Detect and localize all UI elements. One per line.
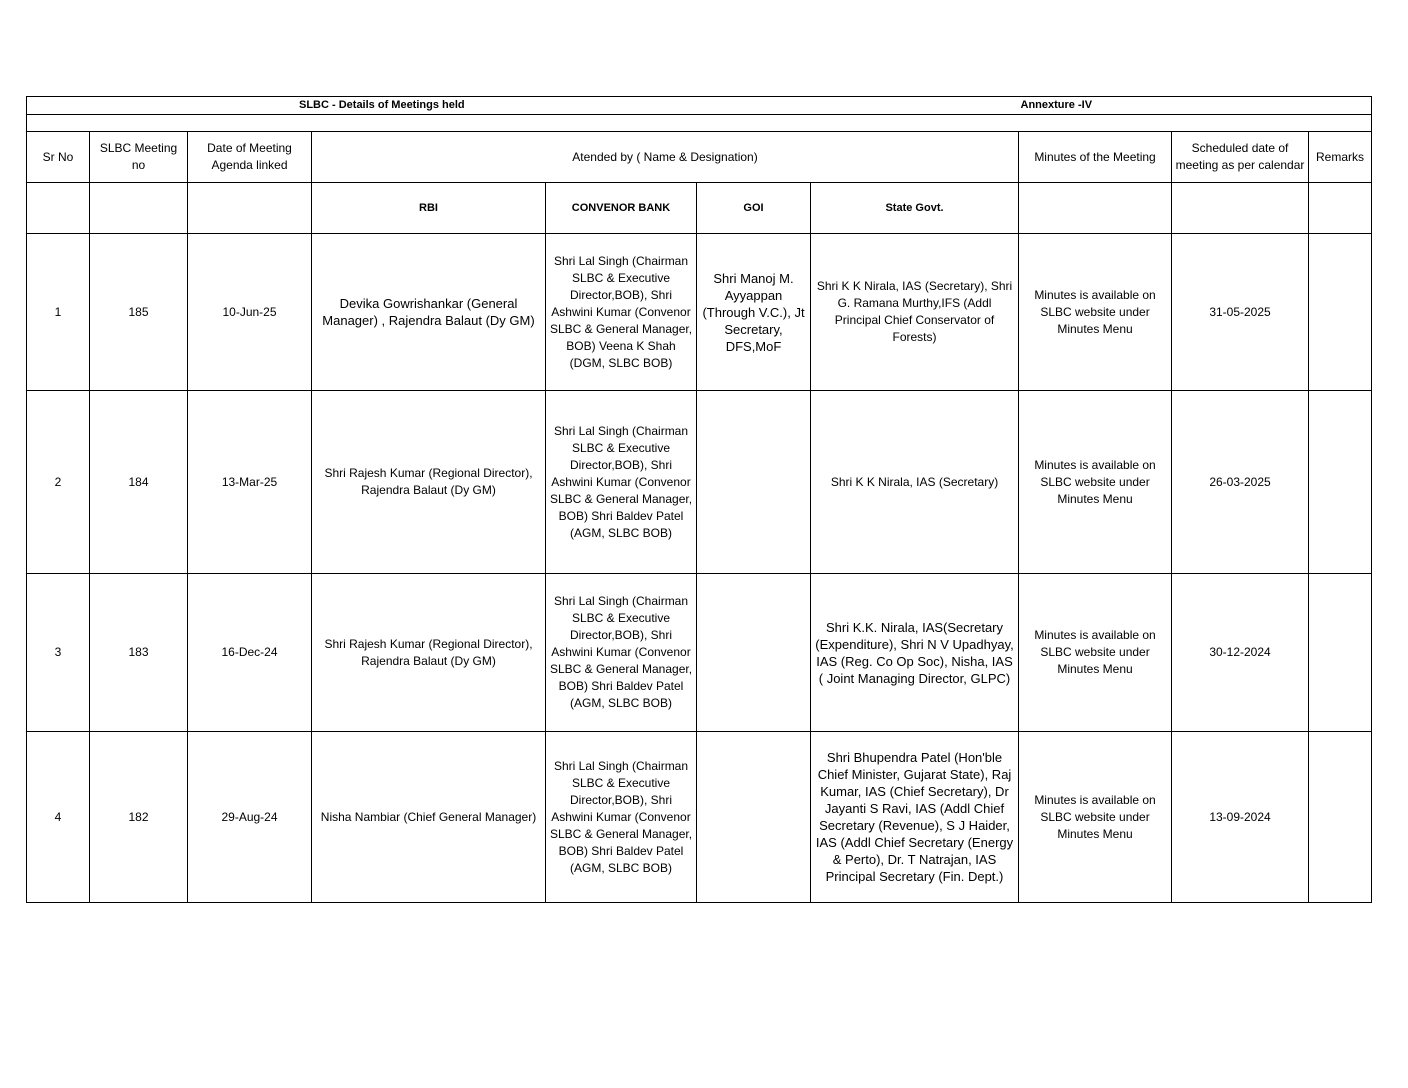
header-minutes: Minutes of the Meeting (1019, 132, 1172, 183)
subheader-empty (1309, 183, 1372, 234)
cell-rbi: Nisha Nambiar (Chief General Manager) (312, 732, 546, 903)
cell-minutes: Minutes is available on SLBC website under Minutes Menu (1019, 391, 1172, 574)
cell-scheduled: 13-09-2024 (1172, 732, 1309, 903)
subheader-empty (1172, 183, 1309, 234)
subheader-convenor: CONVENOR BANK (546, 183, 697, 234)
cell-goi (697, 732, 811, 903)
cell-scheduled: 26-03-2025 (1172, 391, 1309, 574)
table-row (27, 391, 1372, 574)
cell-remarks (1309, 234, 1372, 391)
cell-date: 10-Jun-25 (188, 234, 312, 391)
subheader-goi: GOI (697, 183, 811, 234)
cell-convenor: Shri Lal Singh (Chairman SLBC & Executive Director,BOB), Shri Ashwini Kumar (Convenor SLBC & General Manager, BOB) Veena K Shah (DGM, SLBC BOB) (546, 234, 697, 391)
subheader-rbi: RBI (312, 183, 546, 234)
cell-remarks (1309, 391, 1372, 574)
cell-sr: 2 (27, 391, 90, 574)
cell-meeting-no: 182 (90, 732, 188, 903)
cell-minutes: Minutes is available on SLBC website under Minutes Menu (1019, 732, 1172, 903)
cell-convenor: Shri Lal Singh (Chairman SLBC & Executive Director,BOB), Shri Ashwini Kumar (Convenor SLBC & General Manager, BOB) Shri Baldev Patel (AGM, SLBC BOB) (546, 391, 697, 574)
title-row (27, 97, 1372, 115)
meetings-table (26, 96, 1372, 903)
header-sr-no: Sr No (27, 132, 90, 183)
cell-rbi: Shri Rajesh Kumar (Regional Director), Rajendra Balaut (Dy GM) (312, 574, 546, 732)
header-scheduled: Scheduled date of meeting as per calendar (1172, 132, 1309, 183)
cell-meeting-no: 183 (90, 574, 188, 732)
header-attended-by: Atended by ( Name & Designation) (312, 132, 1019, 183)
annexure-label: Annexture -IV (1019, 97, 1372, 115)
cell-date: 29-Aug-24 (188, 732, 312, 903)
cell-goi: Shri Manoj M. Ayyappan (Through V.C.), Jt Secretary, DFS,MoF (697, 234, 811, 391)
cell-convenor: Shri Lal Singh (Chairman SLBC & Executive Director,BOB), Shri Ashwini Kumar (Convenor SLBC & General Manager, BOB) Shri Baldev Patel (AGM, SLBC BOB) (546, 574, 697, 732)
cell-remarks (1309, 732, 1372, 903)
blank-row (27, 115, 1372, 132)
header-remarks: Remarks (1309, 132, 1372, 183)
table-row (27, 732, 1372, 903)
cell-meeting-no: 185 (90, 234, 188, 391)
table-row (27, 234, 1372, 391)
blank-cell (27, 115, 1372, 132)
subheader-empty (27, 183, 90, 234)
cell-state: Shri K K Nirala, IAS (Secretary) (811, 391, 1019, 574)
header-meeting-no: SLBC Meeting no (90, 132, 188, 183)
cell-convenor: Shri Lal Singh (Chairman SLBC & Executive Director,BOB), Shri Ashwini Kumar (Convenor SLBC & General Manager, BOB) Shri Baldev Patel (AGM, SLBC BOB) (546, 732, 697, 903)
subheader-row (27, 183, 1372, 234)
subheader-state: State Govt. (811, 183, 1019, 234)
table-row (27, 574, 1372, 732)
cell-remarks (1309, 574, 1372, 732)
cell-minutes: Minutes is available on SLBC website under Minutes Menu (1019, 234, 1172, 391)
subheader-empty (1019, 183, 1172, 234)
cell-minutes: Minutes is available on SLBC website under Minutes Menu (1019, 574, 1172, 732)
cell-goi (697, 574, 811, 732)
cell-rbi: Shri Rajesh Kumar (Regional Director), Rajendra Balaut (Dy GM) (312, 391, 546, 574)
cell-date: 16-Dec-24 (188, 574, 312, 732)
subheader-empty (90, 183, 188, 234)
cell-sr: 4 (27, 732, 90, 903)
cell-scheduled: 31-05-2025 (1172, 234, 1309, 391)
cell-state: Shri K K Nirala, IAS (Secretary), Shri G. Ramana Murthy,IFS (Addl Principal Chief Conservator of Forests) (811, 234, 1019, 391)
cell-sr: 3 (27, 574, 90, 732)
cell-scheduled: 30-12-2024 (1172, 574, 1309, 732)
cell-state: Shri K.K. Nirala, IAS(Secretary (Expenditure), Shri N V Upadhyay, IAS (Reg. Co Op Soc), Nisha, IAS ( Joint Managing Director, GLPC) (811, 574, 1019, 732)
cell-goi (697, 391, 811, 574)
subheader-empty (188, 183, 312, 234)
header-row (27, 132, 1372, 183)
header-date: Date of Meeting Agenda linked (188, 132, 312, 183)
sheet-title: SLBC - Details of Meetings held (27, 97, 1019, 115)
cell-sr: 1 (27, 234, 90, 391)
cell-date: 13-Mar-25 (188, 391, 312, 574)
cell-meeting-no: 184 (90, 391, 188, 574)
cell-rbi: Devika Gowrishankar (General Manager) , Rajendra Balaut (Dy GM) (312, 234, 546, 391)
cell-state: Shri Bhupendra Patel (Hon'ble Chief Minister, Gujarat State), Raj Kumar, IAS (Chief Secretary), Dr Jayanti S Ravi, IAS (Addl Chief Secretary (Revenue), S J Haider, IAS (Addl Chief Secretary (Energy & Perto), Dr. T Natrajan, IAS Principal Secretary (Fin. Dept.) (811, 732, 1019, 903)
